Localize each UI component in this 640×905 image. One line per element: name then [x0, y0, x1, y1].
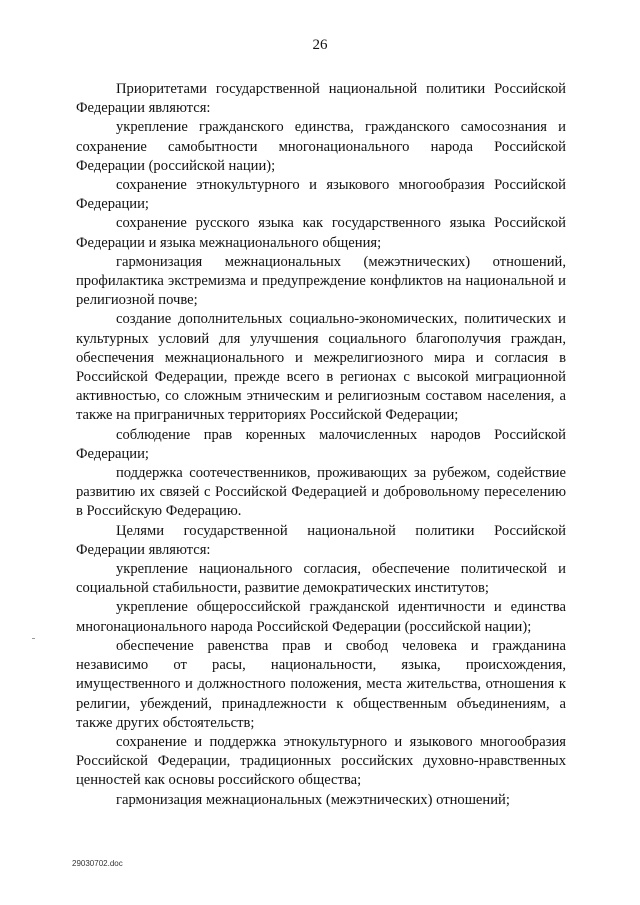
paragraph-additional-conditions: создание дополнительных социально-экономических, политических и культурных условий для улучшения социального благополучия граждан, обеспечения межнационального и межрелигиозного мира и согласия в Российской Федерации, прежде всего в регионах с высокой миграционной активностью, со сложным этническим и религиозным составом населения, а также на приграничных территориях Российской Федерации; [76, 311, 566, 424]
paragraph-civic-identity: укрепление общероссийской гражданской идентичности и единства многонационального народа Российской Федерации (российской нации); [76, 599, 566, 635]
document-file-id: 29030702.doc [72, 859, 123, 868]
paragraph-russian-language: сохранение русского языка как государственного языка Российской Федерации и языка межнационального общения; [76, 215, 566, 251]
paragraph-interethnic-harmony: гармонизация межнациональных (межэтнических) отношений; [116, 791, 510, 808]
paragraph-ethnocultural-diversity: сохранение этнокультурного и языкового многообразия Российской Федерации; [76, 177, 566, 213]
paragraph-goals-intro: Целями государственной национальной политики Российской Федерации являются: [76, 522, 566, 558]
paragraph-traditional-values: сохранение и поддержка этнокультурного и языкового многообразия Российской Федерации, традиционных российских духовно-нравственных ценностей как основы российского общества; [76, 733, 566, 789]
paragraph-compatriots: поддержка соотечественников, проживающих за рубежом, содействие развитию их связей с Российской Федерацией и добровольному переселению в Российскую Федерацию. [76, 465, 566, 520]
paragraph-national-accord: укрепление национального согласия, обеспечение политической и социальной стабильности, развитие демократических институтов; [76, 561, 566, 597]
paragraph-equal-rights: обеспечение равенства прав и свобод человека и гражданина независимо от расы, национальности, языка, происхождения, имущественного и должностного положения, места жительства, отношения к религии, убеждений, принадлежности к общественным объединениям, а также других обстоятельств; [76, 637, 566, 731]
paragraph-harmonization: гармонизация межнациональных (межэтнических) отношений, профилактика экстремизма и предупреждение конфликтов на национальной и религиозной почве; [76, 253, 566, 309]
page-number: 26 [312, 37, 328, 53]
margin-mark [32, 638, 35, 639]
paragraph-priorities-intro: Приоритетами государственной национальной политики Российской Федерации являются: [76, 81, 566, 117]
paragraph-civic-unity: укрепление гражданского единства, гражданского самосознания и сохранение самобытности многонационального народа Российской Федерации (российской нации); [76, 119, 566, 174]
paragraph-indigenous-rights: соблюдение прав коренных малочисленных народов Российской Федерации; [76, 426, 566, 462]
document-body [76, 80, 566, 810]
